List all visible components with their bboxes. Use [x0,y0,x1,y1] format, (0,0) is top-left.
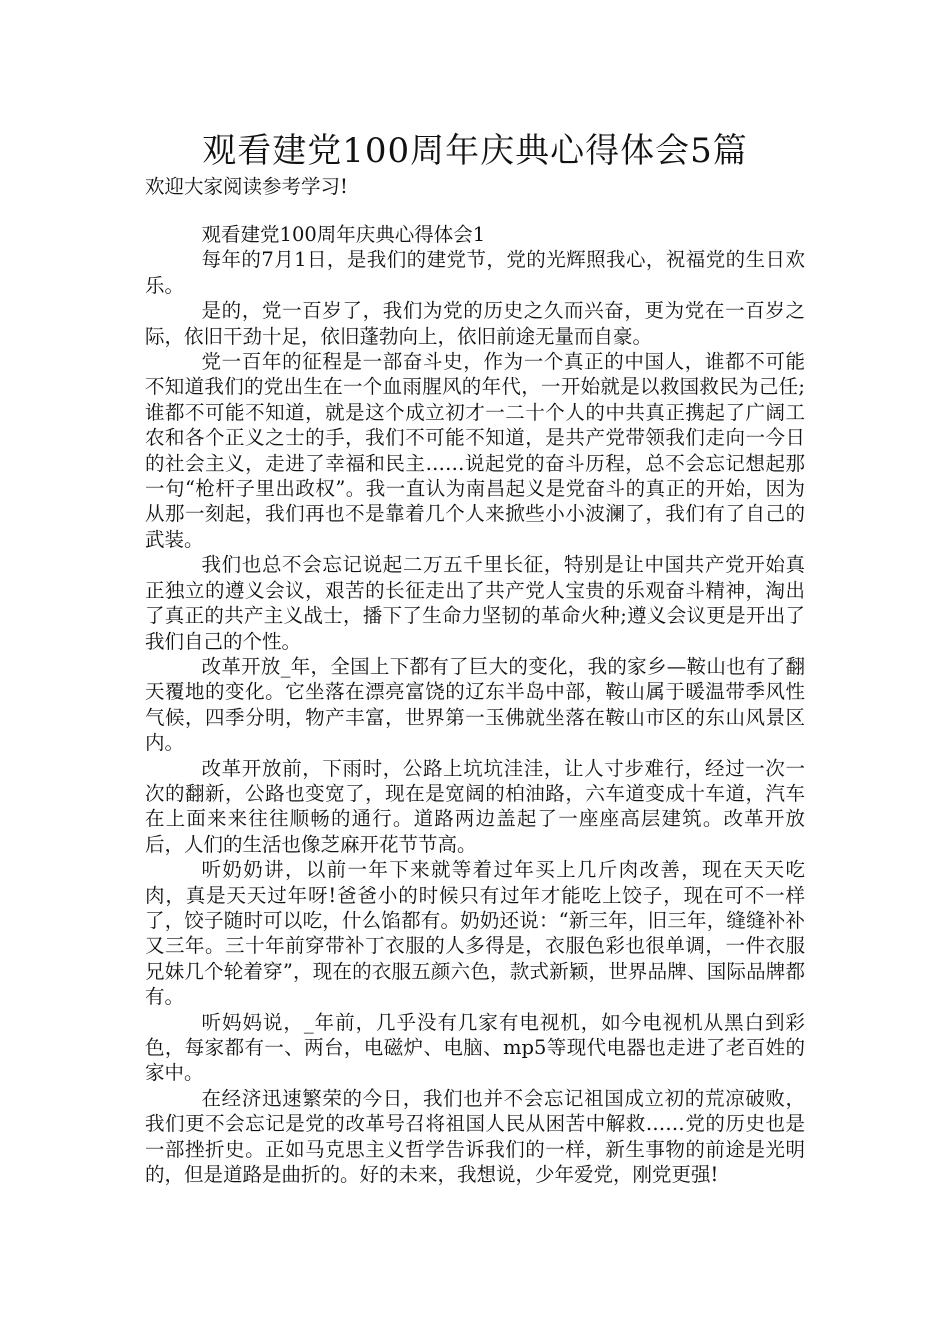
paragraph: 改革开放前，下雨时，公路上坑坑洼洼，让人寸步难行，经过一次一次的翻新，公路也变宽了，现在是宽阔的柏油路，六车道变成十车道，汽车在上面来来往往顺畅的通行。道路两边盖起了一座座高层建筑。改革开放后，人们的生活也像芝麻开花节节高。 [145,756,805,856]
document-body [145,222,805,1187]
paragraph: 听奶奶讲，以前一年下来就等着过年买上几斤肉改善，现在天天吃肉，真是天天过年呀!爸爸小的时候只有过年才能吃上饺子，现在可不一样了，饺子随时可以吃，什么馅都有。奶奶还说：“新三年，旧三年，缝缝补补又三年。三十年前穿带补丁衣服的人多得是，衣服色彩也很单调，一件衣服兄妹几个轮着穿”，现在的衣服五颜六色，款式新颖，世界品牌、国际品牌都有。 [145,858,805,1009]
paragraph: 是的，党一百岁了，我们为党的历史之久而兴奋，更为党在一百岁之际，依旧干劲十足，依旧蓬勃向上，依旧前途无量而自豪。 [145,299,805,348]
paragraph: 我们也总不会忘记说起二万五千里长征，特别是让中国共产党开始真正独立的遵义会议，艰苦的长征走出了共产党人宝贵的乐观奋斗精神，淘出了真正的共产主义战士，播下了生命力坚韧的革命火种;遵义会议更是开出了我们自己的个性。 [145,553,805,653]
paragraph: 在经济迅速繁荣的今日，我们也并不会忘记祖国成立初的荒凉破败，我们更不会忘记是党的改革号召将祖国人民从困苦中解救……党的历史也是一部挫折史。正如马克思主义哲学告诉我们的一样，新生事物的前途是光明的，但是道路是曲折的。好的未来，我想说，少年爱党，刚党更强! [145,1086,805,1187]
document-subtitle: 欢迎大家阅读参考学习! [145,175,348,198]
section-heading: 观看建党100周年庆典心得体会1 [201,223,486,246]
paragraph: 党一百年的征程是一部奋斗史，作为一个真正的中国人，谁都不可能不知道我们的党出生在一个血雨腥风的年代，一开始就是以救国救民为己任;谁都不可能不知道，就是这个成立初才一二十个人的中共真正携起了广阔工农和各个正义之士的手，我们不可能不知道，是共产党带领我们走向一今日的社会主义，走进了幸福和民主……说起党的奋斗历程，总不会忘记想起那一句“枪杆子里出政权”。我一直认为南昌起义是党奋斗的真正的开始，因为从那一刻起，我们再也不是靠着几个人来掀些小小波澜了，我们有了自己的武装。 [145,350,805,551]
paragraph: 改革开放_年，全国上下都有了巨大的变化，我的家乡—鞍山也有了翻天覆地的变化。它坐落在漂亮富饶的辽东半岛中部，鞍山属于暖温带季风性气候，四季分明，物产丰富，世界第一玉佛就坐落在鞍山市区的东山风景区内。 [145,654,805,755]
paragraph: 听妈妈说，_年前，几乎没有几家有电视机，如今电视机从黑白到彩色，每家都有一、两台，电磁炉、电脑、mp5等现代电器也走进了老百姓的家中。 [145,1010,805,1085]
document-title: 观看建党100周年庆典心得体会5篇 [202,131,748,171]
paragraph: 每年的7月1日，是我们的建党节，党的光辉照我心，祝福党的生日欢乐。 [145,248,805,297]
